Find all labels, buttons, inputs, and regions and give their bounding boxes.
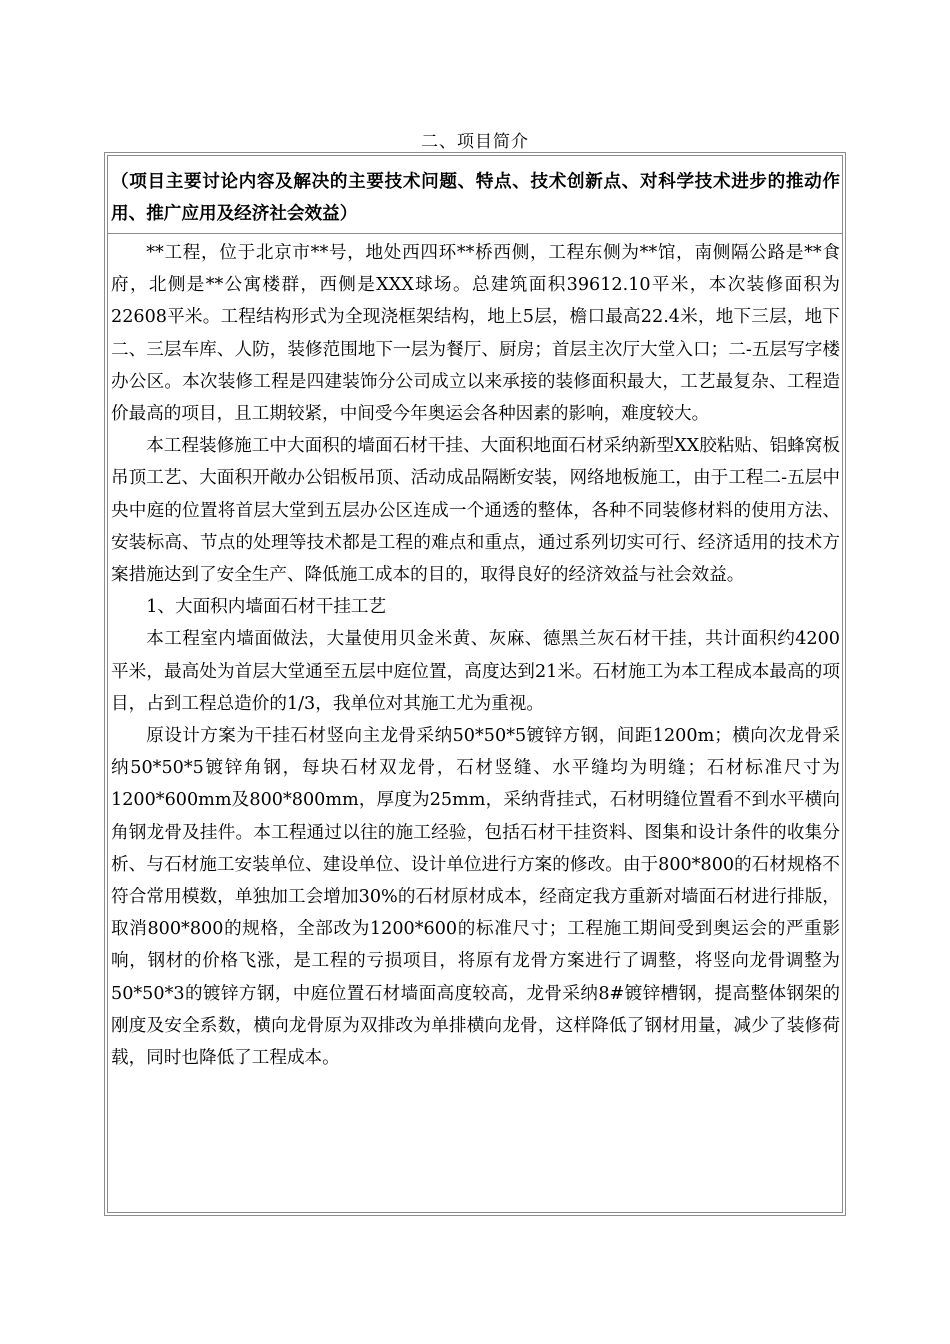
subheading-stone-dry-hanging: 1、大面积内墙面石材干挂工艺 [146, 597, 387, 618]
paragraph-design-optimization: 原设计方案为干挂石材竖向主龙骨采纳50*50*5镀锌方钢，间距1200m；横向次龙骨采纳50*50*5镀锌角钢，每块石材双龙骨，石材竖缝、水平缝均为明缝；石材标准尺寸为1200*600mm及800*800mm，厚度为25mm，采纳背挂式，石材明缝位置看不到水平横向角钢龙骨及挂件。本工程通过以往的施工经验，包括石材干挂资料、图集和设计条件的收集分析、与石材施工安装单位、建设单位、设计单位进行方案的修改。由于800*800的石材规格不符合常用模数，单独加工会增加30%的石材原材成本，经商定我方重新对墙面石材进行排版，取消800*800的规格，全部改为1200*600的标准尺寸；工程施工期间受到奥运会的严重影响，钢材的价格飞涨，是工程的亏损项目，将原有龙骨方案进行了调整，将竖向龙骨调整为50*50*3的镀锌方钢，中庭位置石材墙面高度较高，龙骨采纳8#镀锌槽钢，提高整体钢架的刚度及安全系数，横向龙骨原为双排改为单排横向龙骨，这样降低了钢材用量，减少了装修荷载，同时也降低了工程成本。 [111, 726, 840, 1069]
paragraph-stone-usage: 本工程室内墙面做法，大量使用贝金米黄、灰麻、德黑兰灰石材干挂，共计面积约4200平米，最高处为首层大堂通至五层中庭位置，高度达到21米。石材施工为本工程成本最高的项目，占到工程总造价的1/3，我单位对其施工尤为重视。 [111, 629, 840, 714]
section-title: 二、项目简介 [421, 132, 529, 152]
project-summary-table [104, 152, 846, 1216]
table-inner-border [107, 155, 843, 1213]
paragraph-construction-difficulties: 本工程装修施工中大面积的墙面石材干挂、大面积地面石材采纳新型XX胶粘贴、铝蜂窝板吊顶工艺、大面积开敞办公铝板吊顶、活动成品隔断安装，网络地板施工，由于工程二-五层中央中庭的位置将首层大堂到五层办公区连成一个通透的整体，各种不同装修材料的使用方法、安装标高、节点的处理等技术都是工程的难点和重点，通过系列切实可行、经济适用的技术方案措施达到了安全生产、降低施工成本的目的，取得良好的经济效益与社会效益。 [111, 436, 840, 586]
table-body-cell [108, 234, 842, 1212]
paragraph-project-overview: **工程，位于北京市**号，地处西四环**桥西侧，工程东侧为**馆，南侧隔公路是**食府，北侧是**公寓楼群，西侧是XXX球场。总建筑面积39612.10平米，本次装修面积为22608平米。工程结构形式为全现浇框架结构，地上5层，檐口最高22.4米，地下三层，地下二、三层车库、人防，装修范围地下一层为餐厅、厨房；首层主次厅大堂入口；二-五层写字楼办公区。本次装修工程是四建装饰分公司成立以来承接的装修面积最大，工艺最复杂、工程造价最高的项目，且工期较紧，中间受今年奥运会各种因素的影响，难度较大。 [111, 243, 840, 425]
table-header-cell: （项目主要讨论内容及解决的主要技术问题、特点、技术创新点、对科学技术进步的推动作用、推广应用及经济社会效益） [108, 156, 842, 234]
